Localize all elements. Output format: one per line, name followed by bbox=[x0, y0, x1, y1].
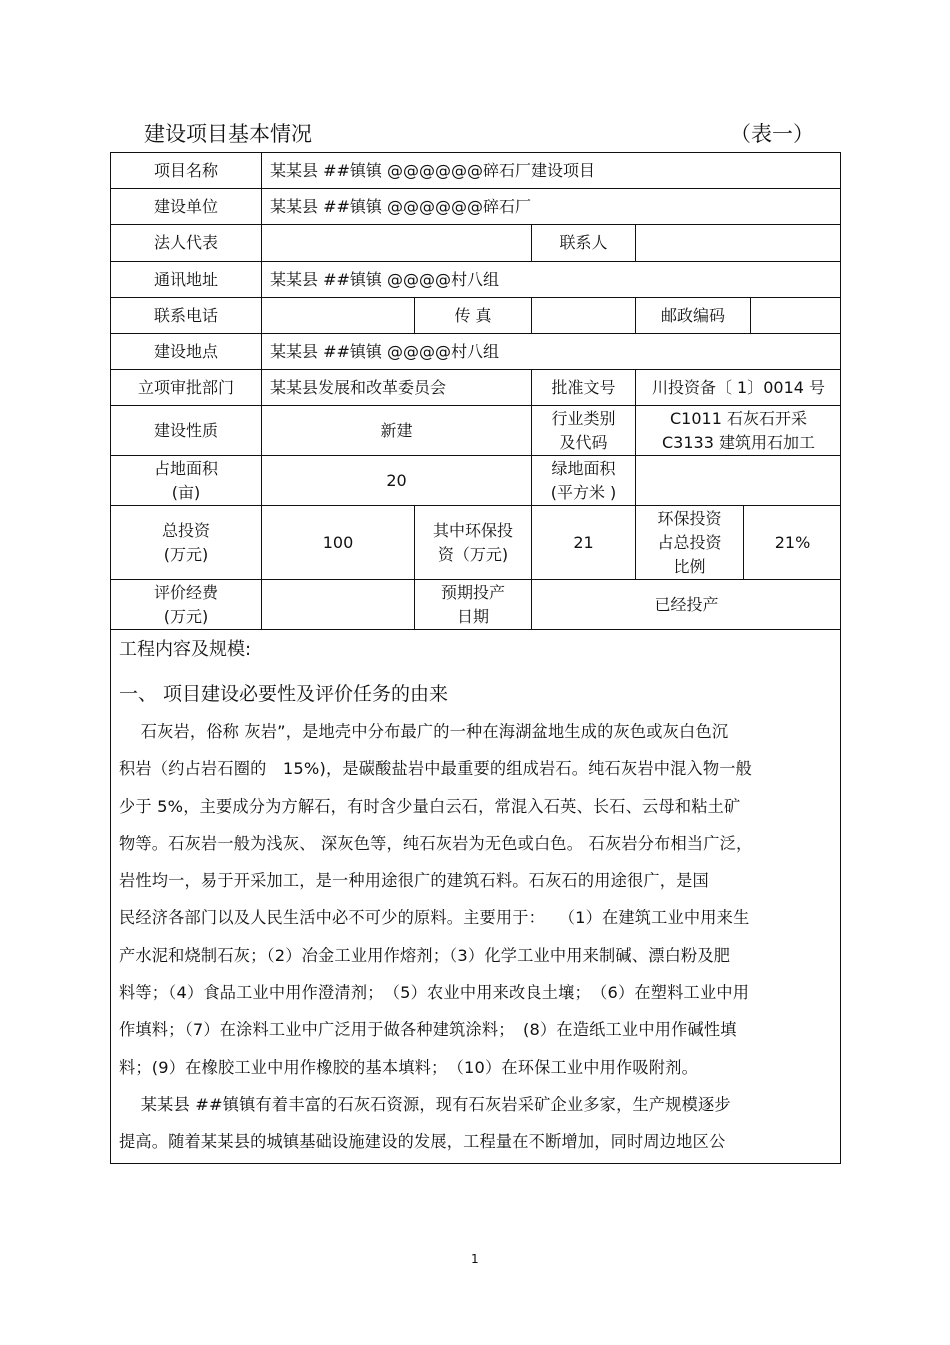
nature-label: 建设性质 bbox=[111, 406, 262, 456]
paragraph-line: 少于 5%，主要成分为方解石，有时含少量白云石，常混入石英、长石、云母和粘土矿 bbox=[119, 796, 741, 816]
fee-label-line-2: (万元) bbox=[163, 606, 209, 626]
fax-label: 传 真 bbox=[415, 298, 532, 334]
postcode-value bbox=[751, 298, 841, 334]
paragraph-1 bbox=[119, 713, 831, 1086]
unit-label: 建设单位 bbox=[111, 189, 262, 225]
paragraph-line: 某某县 ##镇镇有着丰富的石灰石资源，现有石灰岩采矿企业多家，生产规模逐步 bbox=[119, 1095, 731, 1114]
invest-label bbox=[111, 506, 262, 580]
area-label-line-1: 占地面积 bbox=[153, 458, 218, 478]
contact-value bbox=[636, 225, 841, 262]
ratio-value: 21% bbox=[744, 506, 841, 580]
prod-date-label-line-1: 预期投产 bbox=[440, 582, 505, 602]
invest-label-line-1: 总投资 bbox=[161, 520, 210, 540]
phone-value bbox=[262, 298, 415, 334]
fee-value bbox=[262, 580, 415, 630]
env-invest-label-line-1: 其中环保投 bbox=[432, 520, 513, 540]
invest-value: 100 bbox=[262, 506, 415, 580]
page-number: 1 bbox=[471, 1252, 479, 1266]
ratio-label bbox=[636, 506, 744, 580]
paragraph-line: 料；(9）在橡胶工业中用作橡胶的基本填料； （10）在环保工业中用作吸附剂。 bbox=[119, 1057, 698, 1077]
ratio-label-line-1: 环保投资 bbox=[657, 508, 722, 528]
industry-label bbox=[532, 406, 636, 456]
area-label-line-2: (亩) bbox=[171, 482, 201, 502]
ratio-label-line-3: 比例 bbox=[673, 556, 706, 576]
fee-label bbox=[111, 580, 262, 630]
fee-label-line-1: 评价经费 bbox=[153, 582, 218, 602]
industry-code-value bbox=[636, 406, 841, 456]
paragraph-line: 物等。石灰岩一般为浅灰、 深灰色等，纯石灰岩为无色或白色。 石灰岩分布相当广泛， bbox=[119, 833, 753, 853]
project-name-label: 项目名称 bbox=[111, 153, 262, 189]
address-label: 通讯地址 bbox=[111, 262, 262, 298]
site-label: 建设地点 bbox=[111, 334, 262, 370]
approval-dept-label: 立项审批部门 bbox=[111, 370, 262, 406]
prod-date-value: 已经投产 bbox=[532, 580, 841, 630]
phone-label: 联系电话 bbox=[111, 298, 262, 334]
paragraph-line: 料等；（4）食品工业中用作澄清剂； （5）农业中用来改良土壤； （6）在塑料工业中用 bbox=[119, 983, 750, 1003]
fax-value bbox=[532, 298, 636, 334]
industry-code-line-2: C3133 建筑用石加工 bbox=[662, 432, 815, 452]
green-area-label bbox=[532, 456, 636, 506]
industry-label-line-1: 行业类别 bbox=[551, 408, 616, 428]
paragraph-line: 积岩（约占岩石圈的 15%)，是碳酸盐岩中最重要的组成岩石。纯石灰岩中混入物一般 bbox=[119, 759, 753, 779]
nature-value: 新建 bbox=[262, 406, 532, 456]
env-invest-label-line-2: 资（万元) bbox=[437, 544, 509, 564]
contact-label: 联系人 bbox=[532, 225, 636, 262]
green-label-line-1: 绿地面积 bbox=[551, 458, 616, 478]
prod-date-label bbox=[415, 580, 532, 630]
approval-dept-value: 某某县发展和改革委员会 bbox=[262, 370, 532, 406]
approval-no-label: 批准文号 bbox=[532, 370, 636, 406]
page-title: 建设项目基本情况 bbox=[144, 122, 312, 146]
unit-value: 某某县 ##镇镇 @@@@@@碎石厂 bbox=[262, 189, 841, 225]
paragraph-line: 岩性均一，易于开采加工，是一种用途很广的建筑石料。石灰石的用途很广，是国 bbox=[119, 871, 709, 891]
invest-label-line-2: (万元) bbox=[163, 544, 209, 564]
paragraph-line: 作填料；（7）在涂料工业中广泛用于做各种建筑涂料； (8）在造纸工业中用作碱性填 bbox=[119, 1020, 737, 1040]
address-value: 某某县 ##镇镇 @@@@村八组 bbox=[262, 262, 841, 298]
industry-code-line-1: C1011 石灰石开采 bbox=[670, 408, 807, 428]
table-number: （表一） bbox=[730, 122, 814, 146]
approval-no-value: 川投资备〔 1〕0014 号 bbox=[636, 370, 841, 406]
industry-label-line-2: 及代码 bbox=[559, 432, 608, 452]
paragraph-2 bbox=[119, 1086, 831, 1161]
section-title: 一、 项目建设必要性及评价任务的由来 bbox=[119, 683, 449, 705]
area-label bbox=[111, 456, 262, 506]
green-label-line-2: (平方米 ) bbox=[550, 482, 617, 502]
project-info-table bbox=[110, 152, 841, 1164]
green-area-value bbox=[636, 456, 841, 506]
area-value: 20 bbox=[262, 456, 532, 506]
paragraph-line: 石灰岩，俗称 灰岩”，是地壳中分布最广的一种在海湖盆地生成的灰色或灰白色沉 bbox=[119, 722, 729, 741]
env-invest-label bbox=[415, 506, 532, 580]
legal-rep-label: 法人代表 bbox=[111, 225, 262, 262]
env-invest-value: 21 bbox=[532, 506, 636, 580]
paragraph-line: 民经济各部门以及人民生活中必不可少的原料。主要用于： （1）在建筑工业中用来生 bbox=[119, 908, 750, 928]
postcode-label: 邮政编码 bbox=[636, 298, 751, 334]
content-heading: 工程内容及规模: bbox=[119, 639, 252, 660]
paragraph-line: 产水泥和烧制石灰；（2）冶金工业用作熔剂；（3）化学工业中用来制碱、漂白粉及肥 bbox=[119, 945, 731, 965]
ratio-label-line-2: 占总投资 bbox=[657, 532, 722, 552]
project-name-value: 某某县 ##镇镇 @@@@@@碎石厂建设项目 bbox=[262, 153, 841, 189]
legal-rep-value bbox=[262, 225, 532, 262]
prod-date-label-line-2: 日期 bbox=[456, 606, 489, 626]
site-value: 某某县 ##镇镇 @@@@村八组 bbox=[262, 334, 841, 370]
paragraph-line: 提高。随着某某县的城镇基础设施建设的发展，工程量在不断增加，同时周边地区公 bbox=[119, 1132, 726, 1152]
